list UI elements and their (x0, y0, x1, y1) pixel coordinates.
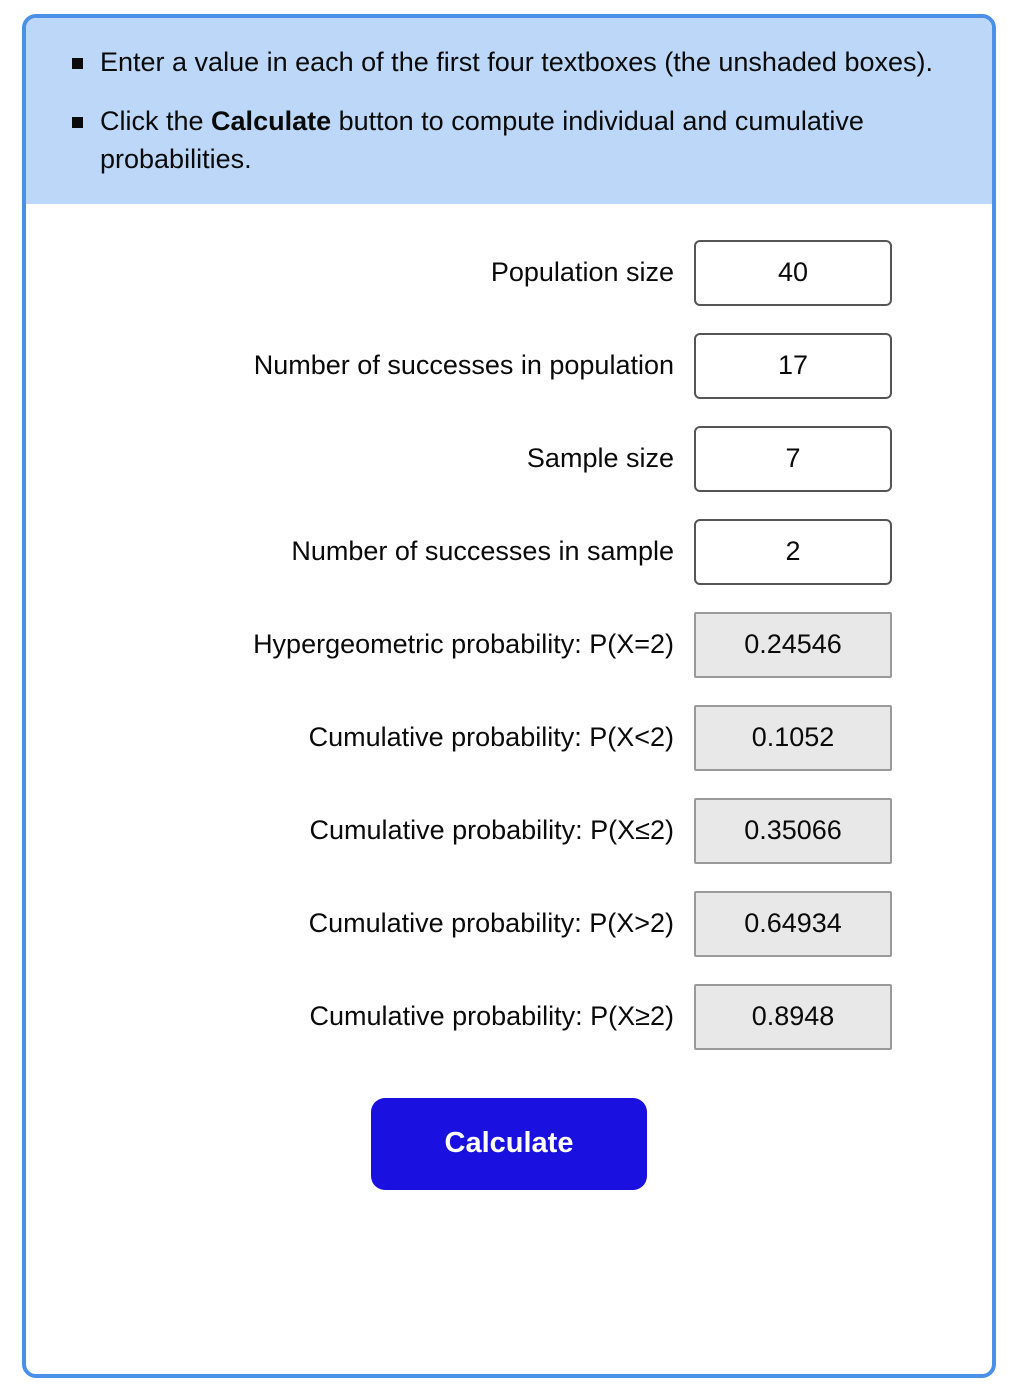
bullet-icon (72, 58, 83, 69)
label-cumulative-less-than: Cumulative probability: P(X<2) (308, 722, 674, 753)
button-row (26, 1098, 992, 1190)
instructions-panel (26, 18, 992, 204)
bullet-icon (72, 117, 83, 128)
field-row-population-size (26, 240, 992, 306)
instruction-item (60, 103, 958, 178)
output-cumulative-greater-than (694, 891, 892, 957)
label-cumulative-less-equal: Cumulative probability: P(X≤2) (309, 815, 674, 846)
output-hypergeometric-probability (694, 612, 892, 678)
field-row-cumulative-less-than (26, 705, 992, 771)
label-successes-sample: Number of successes in sample (291, 536, 674, 567)
field-row-successes-sample (26, 519, 992, 585)
input-successes-sample[interactable] (694, 519, 892, 585)
input-successes-population[interactable] (694, 333, 892, 399)
hypergeometric-calculator (22, 14, 996, 1378)
instruction-text-2-bold: Calculate (211, 106, 332, 137)
field-row-hypergeometric-probability (26, 612, 992, 678)
label-sample-size: Sample size (526, 443, 674, 474)
label-population-size: Population size (490, 257, 674, 288)
input-sample-size[interactable] (694, 426, 892, 492)
field-row-cumulative-less-equal (26, 798, 992, 864)
instruction-text-1: Enter a value in each of the first four textboxes (the unshaded boxes). (100, 47, 933, 77)
output-cumulative-less-than (694, 705, 892, 771)
calculator-form (26, 204, 992, 1190)
instruction-item (60, 44, 958, 81)
field-row-sample-size (26, 426, 992, 492)
label-cumulative-greater-equal: Cumulative probability: P(X≥2) (309, 1001, 674, 1032)
label-successes-population: Number of successes in population (253, 350, 674, 381)
output-cumulative-greater-equal (694, 984, 892, 1050)
instruction-text-2 (100, 103, 958, 178)
label-hypergeometric-probability: Hypergeometric probability: P(X=2) (253, 629, 674, 660)
label-cumulative-greater-than: Cumulative probability: P(X>2) (308, 908, 674, 939)
field-row-cumulative-greater-equal (26, 984, 992, 1050)
instruction-text-2-before: Click the (100, 106, 212, 137)
output-cumulative-less-equal (694, 798, 892, 864)
calculate-button[interactable]: Calculate (371, 1098, 647, 1190)
instruction-text-2-after: button to compute individual and cumulative probabilities. (100, 106, 864, 174)
input-population-size[interactable] (694, 240, 892, 306)
field-row-successes-population (26, 333, 992, 399)
field-row-cumulative-greater-than (26, 891, 992, 957)
